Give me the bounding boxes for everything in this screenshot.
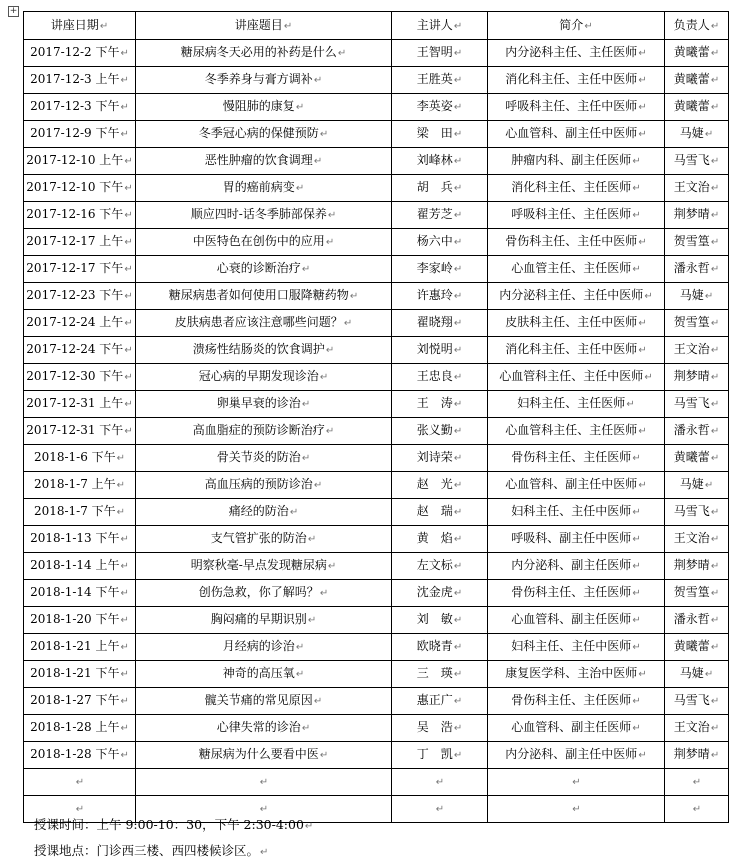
- cell-owner: 马雪飞↵: [665, 391, 729, 418]
- cell-owner: 黄曦蕾↵: [665, 94, 729, 121]
- cell-date: 2018-1-6 下午↵: [24, 445, 136, 472]
- cell-speaker: 王胜英↵: [392, 67, 488, 94]
- lecture-time-note: 授课时间：上午 9:00-10：30，下午 2:30-4:00↵: [34, 817, 314, 832]
- cell-topic: 溃疡性结肠炎的饮食调护↵: [136, 337, 392, 364]
- cell-topic: 糖尿病为什么要看中医↵: [136, 742, 392, 769]
- cell-speaker: 刘诗荣↵: [392, 445, 488, 472]
- table-row: [24, 553, 729, 580]
- cell-owner: 马婕↵: [665, 121, 729, 148]
- cell-speaker: 李英姿↵: [392, 94, 488, 121]
- cell-speaker: ↵: [392, 796, 488, 823]
- table-row: [24, 202, 729, 229]
- cell-date: 2017-12-16 下午↵: [24, 202, 136, 229]
- cell-intro: ↵: [488, 769, 665, 796]
- move-handle-icon[interactable]: +: [9, 6, 18, 16]
- table-row: [24, 661, 729, 688]
- cell-intro: 呼吸科主任、主任医师↵: [488, 202, 665, 229]
- header-topic: 讲座题目↵: [136, 12, 392, 40]
- cell-intro: 内分泌科、副主任中医师↵: [488, 742, 665, 769]
- table-row: [24, 94, 729, 121]
- cell-owner: 潘永哲↵: [665, 418, 729, 445]
- cell-date: 2018-1-7 上午↵: [24, 472, 136, 499]
- cell-date: 2017-12-24 上午↵: [24, 310, 136, 337]
- table-row: [24, 148, 729, 175]
- table-row: [24, 418, 729, 445]
- cell-speaker: 王忠良↵: [392, 364, 488, 391]
- cell-speaker: 王 涛↵: [392, 391, 488, 418]
- cell-owner: 荆梦晴↵: [665, 553, 729, 580]
- table-row: [24, 607, 729, 634]
- table-row: [24, 715, 729, 742]
- cell-speaker: 刘悦明↵: [392, 337, 488, 364]
- cell-topic: 冬季养身与膏方调补↵: [136, 67, 392, 94]
- cell-intro: 骨伤科主任、主任医师↵: [488, 445, 665, 472]
- cell-owner: 王文治↵: [665, 175, 729, 202]
- cell-date: 2018-1-13 下午↵: [24, 526, 136, 553]
- cell-date: 2018-1-14 上午↵: [24, 553, 136, 580]
- table-row: [24, 526, 729, 553]
- cell-intro: 消化科主任、主任中医师↵: [488, 337, 665, 364]
- cell-owner: ↵: [665, 796, 729, 823]
- cell-date: 2018-1-7 下午↵: [24, 499, 136, 526]
- cell-speaker: 丁 凯↵: [392, 742, 488, 769]
- cell-topic: 顺应四时-话冬季肺部保养↵: [136, 202, 392, 229]
- cell-topic: 高血脂症的预防诊断治疗↵: [136, 418, 392, 445]
- cell-topic: 冬季冠心病的保健预防↵: [136, 121, 392, 148]
- cell-topic: 高血压病的预防诊治↵: [136, 472, 392, 499]
- cell-owner: 马婕↵: [665, 283, 729, 310]
- cell-date: 2018-1-27 下午↵: [24, 688, 136, 715]
- cell-topic: 冠心病的早期发现诊治↵: [136, 364, 392, 391]
- cell-owner: 黄曦蕾↵: [665, 67, 729, 94]
- cell-speaker: 刘 敏↵: [392, 607, 488, 634]
- cell-date: 2018-1-21 上午↵: [24, 634, 136, 661]
- cell-owner: 王文治↵: [665, 715, 729, 742]
- cell-speaker: 王智明↵: [392, 40, 488, 67]
- cell-owner: 黄曦蕾↵: [665, 634, 729, 661]
- table-row: [24, 499, 729, 526]
- cell-date: 2017-12-3 下午↵: [24, 94, 136, 121]
- cell-topic: 心律失常的诊治↵: [136, 715, 392, 742]
- cell-intro: ↵: [488, 796, 665, 823]
- table-row: [24, 742, 729, 769]
- cell-owner: 荆梦晴↵: [665, 364, 729, 391]
- cell-speaker: 翟晓翔↵: [392, 310, 488, 337]
- cell-speaker: 沈金虎↵: [392, 580, 488, 607]
- cell-intro: 消化科主任、主任医师↵: [488, 175, 665, 202]
- table-row: [24, 688, 729, 715]
- cell-intro: 消化科主任、主任中医师↵: [488, 67, 665, 94]
- cell-topic: 髋关节痛的常见原因↵: [136, 688, 392, 715]
- cell-date: ↵: [24, 796, 136, 823]
- cell-date: 2017-12-9 下午↵: [24, 121, 136, 148]
- cell-owner: 贺雪篁↵: [665, 580, 729, 607]
- cell-owner: 潘永哲↵: [665, 256, 729, 283]
- cell-topic: ↵: [136, 796, 392, 823]
- cell-date: 2018-1-20 下午↵: [24, 607, 136, 634]
- cell-topic: 中医特色在创伤中的应用↵: [136, 229, 392, 256]
- lecture-schedule-table: [23, 11, 729, 823]
- cell-date: 2017-12-23 下午↵: [24, 283, 136, 310]
- cell-intro: 心血管主任、主任医师↵: [488, 256, 665, 283]
- cell-speaker: 杨六中↵: [392, 229, 488, 256]
- cell-topic: 支气管扩张的防治↵: [136, 526, 392, 553]
- cell-intro: 心血管科、副主任中医师↵: [488, 472, 665, 499]
- cell-topic: 心衰的诊断治疗↵: [136, 256, 392, 283]
- cell-owner: 潘永哲↵: [665, 607, 729, 634]
- table-row: [24, 67, 729, 94]
- table-row: [24, 310, 729, 337]
- cell-speaker: 许惠玲↵: [392, 283, 488, 310]
- table-row: [24, 634, 729, 661]
- cell-intro: 心血管科主任、主任医师↵: [488, 418, 665, 445]
- cell-topic: 神奇的高压氧↵: [136, 661, 392, 688]
- cell-topic: 卵巢早衰的诊治↵: [136, 391, 392, 418]
- cell-topic: 皮肤病患者应该注意哪些问题？↵: [136, 310, 392, 337]
- cell-owner: 王文治↵: [665, 337, 729, 364]
- table-row: [24, 364, 729, 391]
- cell-topic: 创伤急救，你了解吗？↵: [136, 580, 392, 607]
- cell-date: ↵: [24, 769, 136, 796]
- cell-intro: 呼吸科主任、主任中医师↵: [488, 94, 665, 121]
- cell-speaker: 翟芳芝↵: [392, 202, 488, 229]
- table-row: [24, 121, 729, 148]
- table-row: [24, 391, 729, 418]
- cell-topic: 糖尿病患者如何使用口服降糖药物↵: [136, 283, 392, 310]
- cell-topic: 明察秋毫-早点发现糖尿病↵: [136, 553, 392, 580]
- cell-owner: 王文治↵: [665, 526, 729, 553]
- cell-intro: 妇科主任、主任医师↵: [488, 391, 665, 418]
- cell-intro: 内分泌科主任、主任医师↵: [488, 40, 665, 67]
- cell-topic: 痛经的防治↵: [136, 499, 392, 526]
- cell-intro: 内分泌科、副主任医师↵: [488, 553, 665, 580]
- cell-owner: 马雪飞↵: [665, 148, 729, 175]
- cell-speaker: 赵 光↵: [392, 472, 488, 499]
- cell-topic: 胃的癌前病变↵: [136, 175, 392, 202]
- cell-speaker: 李家岭↵: [392, 256, 488, 283]
- cell-date: 2017-12-31 下午↵: [24, 418, 136, 445]
- cell-topic: 恶性肿瘤的饮食调理↵: [136, 148, 392, 175]
- cell-owner: ↵: [665, 769, 729, 796]
- table-row: [24, 229, 729, 256]
- cell-date: 2017-12-2 下午↵: [24, 40, 136, 67]
- cell-owner: 马雪飞↵: [665, 688, 729, 715]
- cell-date: 2018-1-28 下午↵: [24, 742, 136, 769]
- cell-date: 2017-12-31 上午↵: [24, 391, 136, 418]
- cell-date: 2017-12-17 上午↵: [24, 229, 136, 256]
- table-row: [24, 445, 729, 472]
- cell-speaker: 黄 焰↵: [392, 526, 488, 553]
- table-row: [24, 40, 729, 67]
- cell-owner: 黄曦蕾↵: [665, 40, 729, 67]
- cell-intro: 康复医学科、主治中医师↵: [488, 661, 665, 688]
- cell-speaker: 欧晓青↵: [392, 634, 488, 661]
- cell-owner: 黄曦蕾↵: [665, 445, 729, 472]
- cell-date: 2018-1-21 下午↵: [24, 661, 136, 688]
- table-row: [24, 256, 729, 283]
- cell-speaker: 胡 兵↵: [392, 175, 488, 202]
- cell-date: 2017-12-17 下午↵: [24, 256, 136, 283]
- cell-intro: 妇科主任、主任中医师↵: [488, 499, 665, 526]
- cell-speaker: 左文标↵: [392, 553, 488, 580]
- cell-speaker: 刘峰林↵: [392, 148, 488, 175]
- header-intro: 简介↵: [488, 12, 665, 40]
- cell-intro: 心血管科主任、主任中医师↵: [488, 364, 665, 391]
- cell-owner: 荆梦晴↵: [665, 202, 729, 229]
- table-row: [24, 769, 729, 796]
- cell-date: 2017-12-10 上午↵: [24, 148, 136, 175]
- table-row: [24, 580, 729, 607]
- cell-intro: 心血管科、副主任医师↵: [488, 607, 665, 634]
- cell-date: 2017-12-3 上午↵: [24, 67, 136, 94]
- cell-date: 2018-1-14 下午↵: [24, 580, 136, 607]
- cell-owner: 马婕↵: [665, 661, 729, 688]
- header-date: 讲座日期↵: [24, 12, 136, 40]
- cell-speaker: 吴 浩↵: [392, 715, 488, 742]
- lecture-place-note: 授课地点：门诊西三楼、西四楼候诊区。↵: [34, 843, 269, 858]
- cell-owner: 马雪飞↵: [665, 499, 729, 526]
- cell-topic: 月经病的诊治↵: [136, 634, 392, 661]
- cell-topic: 骨关节炎的防治↵: [136, 445, 392, 472]
- cell-date: 2017-12-24 下午↵: [24, 337, 136, 364]
- cell-speaker: 惠正广↵: [392, 688, 488, 715]
- cell-intro: 心血管科、副主任医师↵: [488, 715, 665, 742]
- cell-speaker: 赵 瑞↵: [392, 499, 488, 526]
- header-speaker: 主讲人↵: [392, 12, 488, 40]
- cell-intro: 骨伤科主任、主任医师↵: [488, 580, 665, 607]
- cell-speaker: 三 瑛↵: [392, 661, 488, 688]
- header-owner: 负责人↵: [665, 12, 729, 40]
- cell-intro: 内分泌科主任、主任中医师↵: [488, 283, 665, 310]
- cell-owner: 马婕↵: [665, 472, 729, 499]
- cell-intro: 骨伤科主任、主任中医师↵: [488, 229, 665, 256]
- cell-topic: 胸闷痛的早期识别↵: [136, 607, 392, 634]
- cell-speaker: ↵: [392, 769, 488, 796]
- cell-topic: 糖尿病冬天必用的补药是什么↵: [136, 40, 392, 67]
- cell-owner: 荆梦晴↵: [665, 742, 729, 769]
- cell-speaker: 梁 田↵: [392, 121, 488, 148]
- cell-intro: 呼吸科、副主任中医师↵: [488, 526, 665, 553]
- table-row: [24, 472, 729, 499]
- cell-intro: 妇科主任、主任中医师↵: [488, 634, 665, 661]
- header-row: [24, 12, 729, 40]
- cell-owner: 贺雪篁↵: [665, 229, 729, 256]
- cell-intro: 皮肤科主任、主任中医师↵: [488, 310, 665, 337]
- cell-owner: 贺雪篁↵: [665, 310, 729, 337]
- cell-intro: 肿瘤内科、副主任医师↵: [488, 148, 665, 175]
- table-row: [24, 337, 729, 364]
- cell-topic: 慢阻肺的康复↵: [136, 94, 392, 121]
- cell-intro: 骨伤科主任、主任医师↵: [488, 688, 665, 715]
- cell-date: 2017-12-30 下午↵: [24, 364, 136, 391]
- cell-topic: ↵: [136, 769, 392, 796]
- table-row: [24, 175, 729, 202]
- cell-date: 2018-1-28 上午↵: [24, 715, 136, 742]
- cell-speaker: 张义勤↵: [392, 418, 488, 445]
- table-row: [24, 283, 729, 310]
- cell-date: 2017-12-10 下午↵: [24, 175, 136, 202]
- cell-intro: 心血管科、副主任中医师↵: [488, 121, 665, 148]
